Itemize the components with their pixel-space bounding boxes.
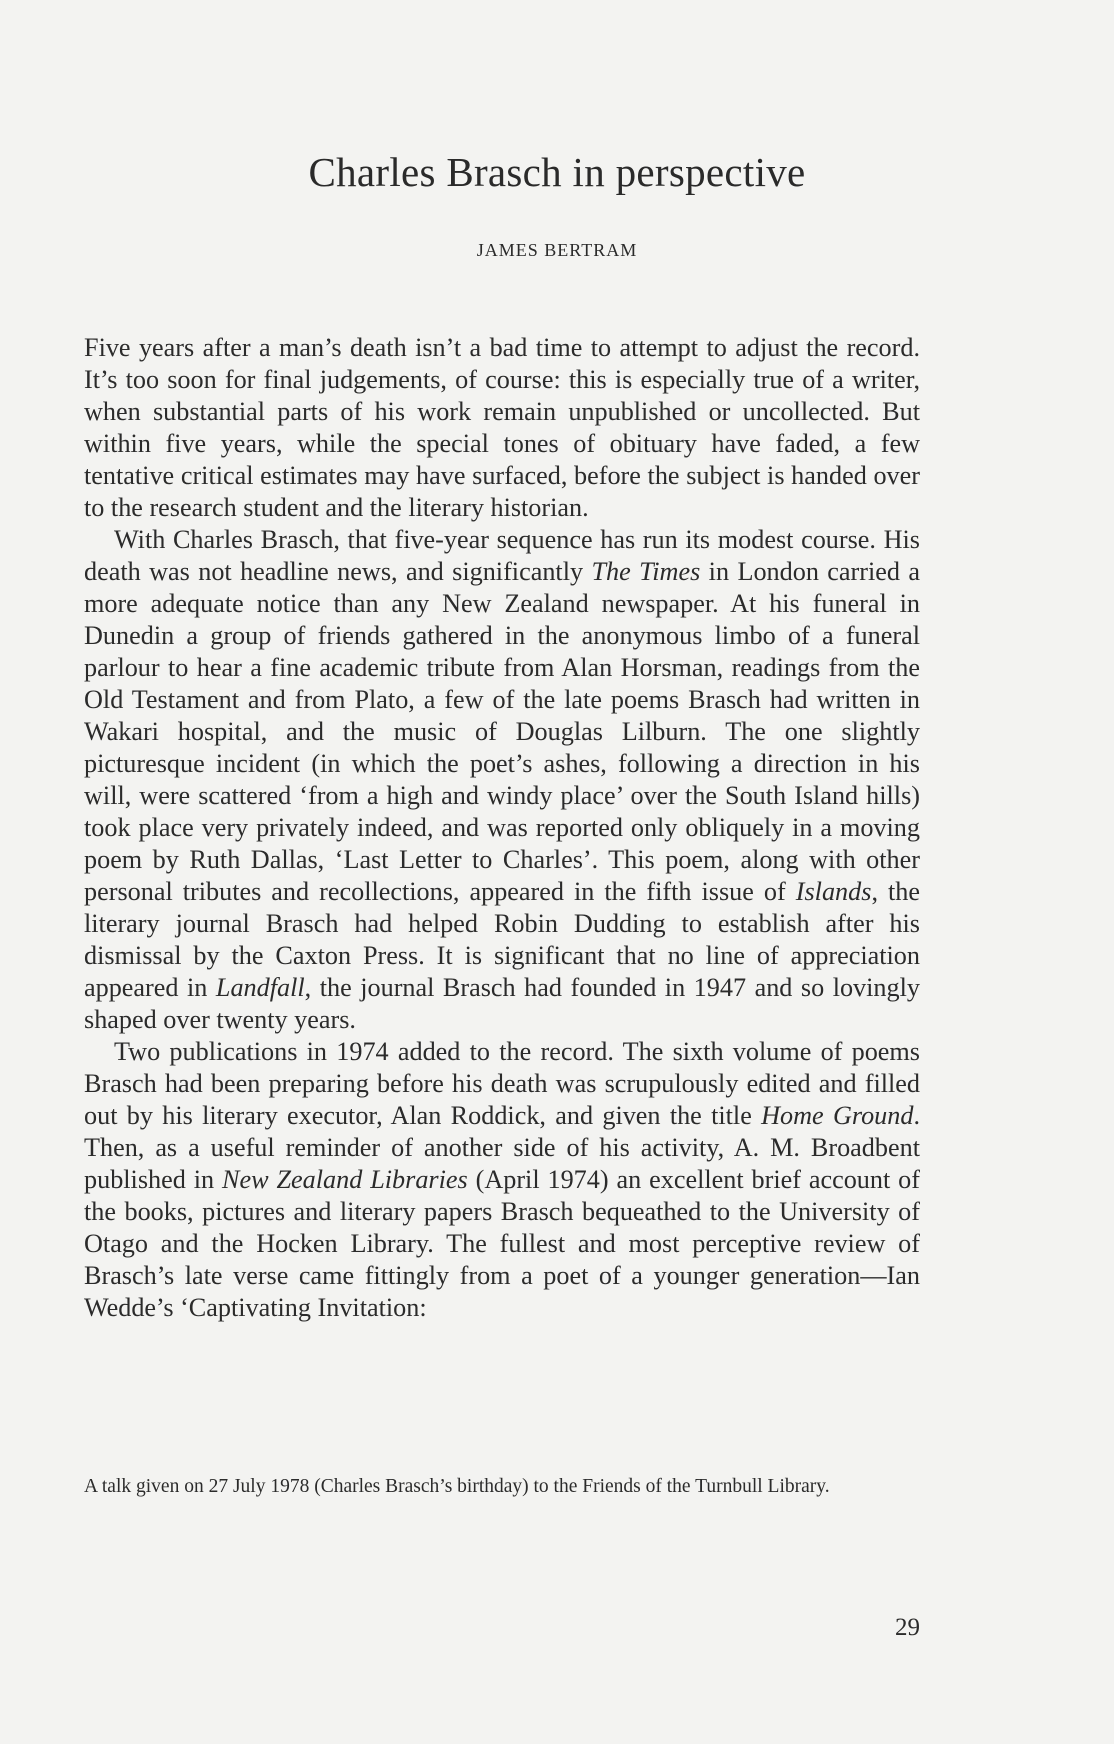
title-the-times: The Times — [591, 557, 701, 586]
paragraph-3 — [84, 1036, 920, 1324]
article-body — [84, 332, 920, 1324]
article-author: JAMES BERTRAM — [476, 240, 638, 260]
paragraph-2-text: in London carried a more adequate notice than any New Zealand newspaper. At his funeral in Dunedin a group of friends gathered in the anonymous limbo of a funeral parlour to hear a fine academic tribute from Alan Horsman, readings from the Old Testament and from Plato, a few of the late poems Brasch had written in Wakari hospital, and the music of Douglas Lilburn. The one slightly picturesque incident (in which the poet’s ashes, following a direction in his will, were scattered ‘from a high and windy place’ over the South Island hills) took place very privately indeed, and was reported only obliquely in a moving poem by Ruth Dallas, ‘Last Letter to Charles’. This poem, along with other personal tributes and recollections, appeared in the fifth issue of — [84, 557, 921, 906]
paragraph-3-text: Two publications in 1974 added to the record. The sixth volume of poems Brasch had been preparing before his death was scrupulously edited and filled out by his literary executor, Alan Roddick, and given the title — [84, 1037, 920, 1130]
paragraph-2-text: , the literary journal Brasch had helped Robin Dudding to establish after his dismissal by the Caxton Press. It is significant that no line of appreciation appeared in — [84, 877, 920, 1002]
paragraph-3-text: . Then, as a useful reminder of another side of his activity, A. M. Broadbent published in — [84, 1101, 921, 1194]
title-islands: Islands — [795, 877, 872, 906]
title-landfall: Landfall — [215, 973, 305, 1002]
article-title: Charles Brasch in perspective — [308, 149, 806, 195]
paragraph-3-text: (April 1974) an excellent brief account of the books, pictures and literary papers Brasch bequeathed to the University of Otago and the Hocken Library. The fullest and most perceptive review of Brasch’s late verse came fittingly from a poet of a younger generation—Ian Wedde’s ‘Captivating Invitation: — [84, 1165, 920, 1322]
page-number: 29 — [895, 1614, 920, 1641]
paragraph-2-text: With Charles Brasch, that five-year sequence has run its modest course. His death was not headline news, and significantly — [84, 525, 920, 586]
paragraph-1: Five years after a man’s death isn’t a bad time to attempt to adjust the record. It’s too soon for final judgements, of course: this is especially true of a writer, when substantial parts of his work remain unpublished or uncollected. But within five years, while the special tones of obituary have faded, a few tentative critical estimates may have surfaced, before the subject is handed over to the research student and the literary historian. — [84, 333, 920, 522]
paragraph-2 — [84, 524, 920, 1036]
title-home-ground: Home Ground — [761, 1101, 914, 1130]
paragraph-2-text: , the journal Brasch had founded in 1947 and so lovingly shaped over twenty years. — [84, 973, 920, 1034]
title-new-zealand-libraries: New Zealand Libraries — [222, 1165, 468, 1194]
footnote: A talk given on 27 July 1978 (Charles Brasch’s birthday) to the Friends of the Turnbull Library. — [84, 1476, 830, 1497]
